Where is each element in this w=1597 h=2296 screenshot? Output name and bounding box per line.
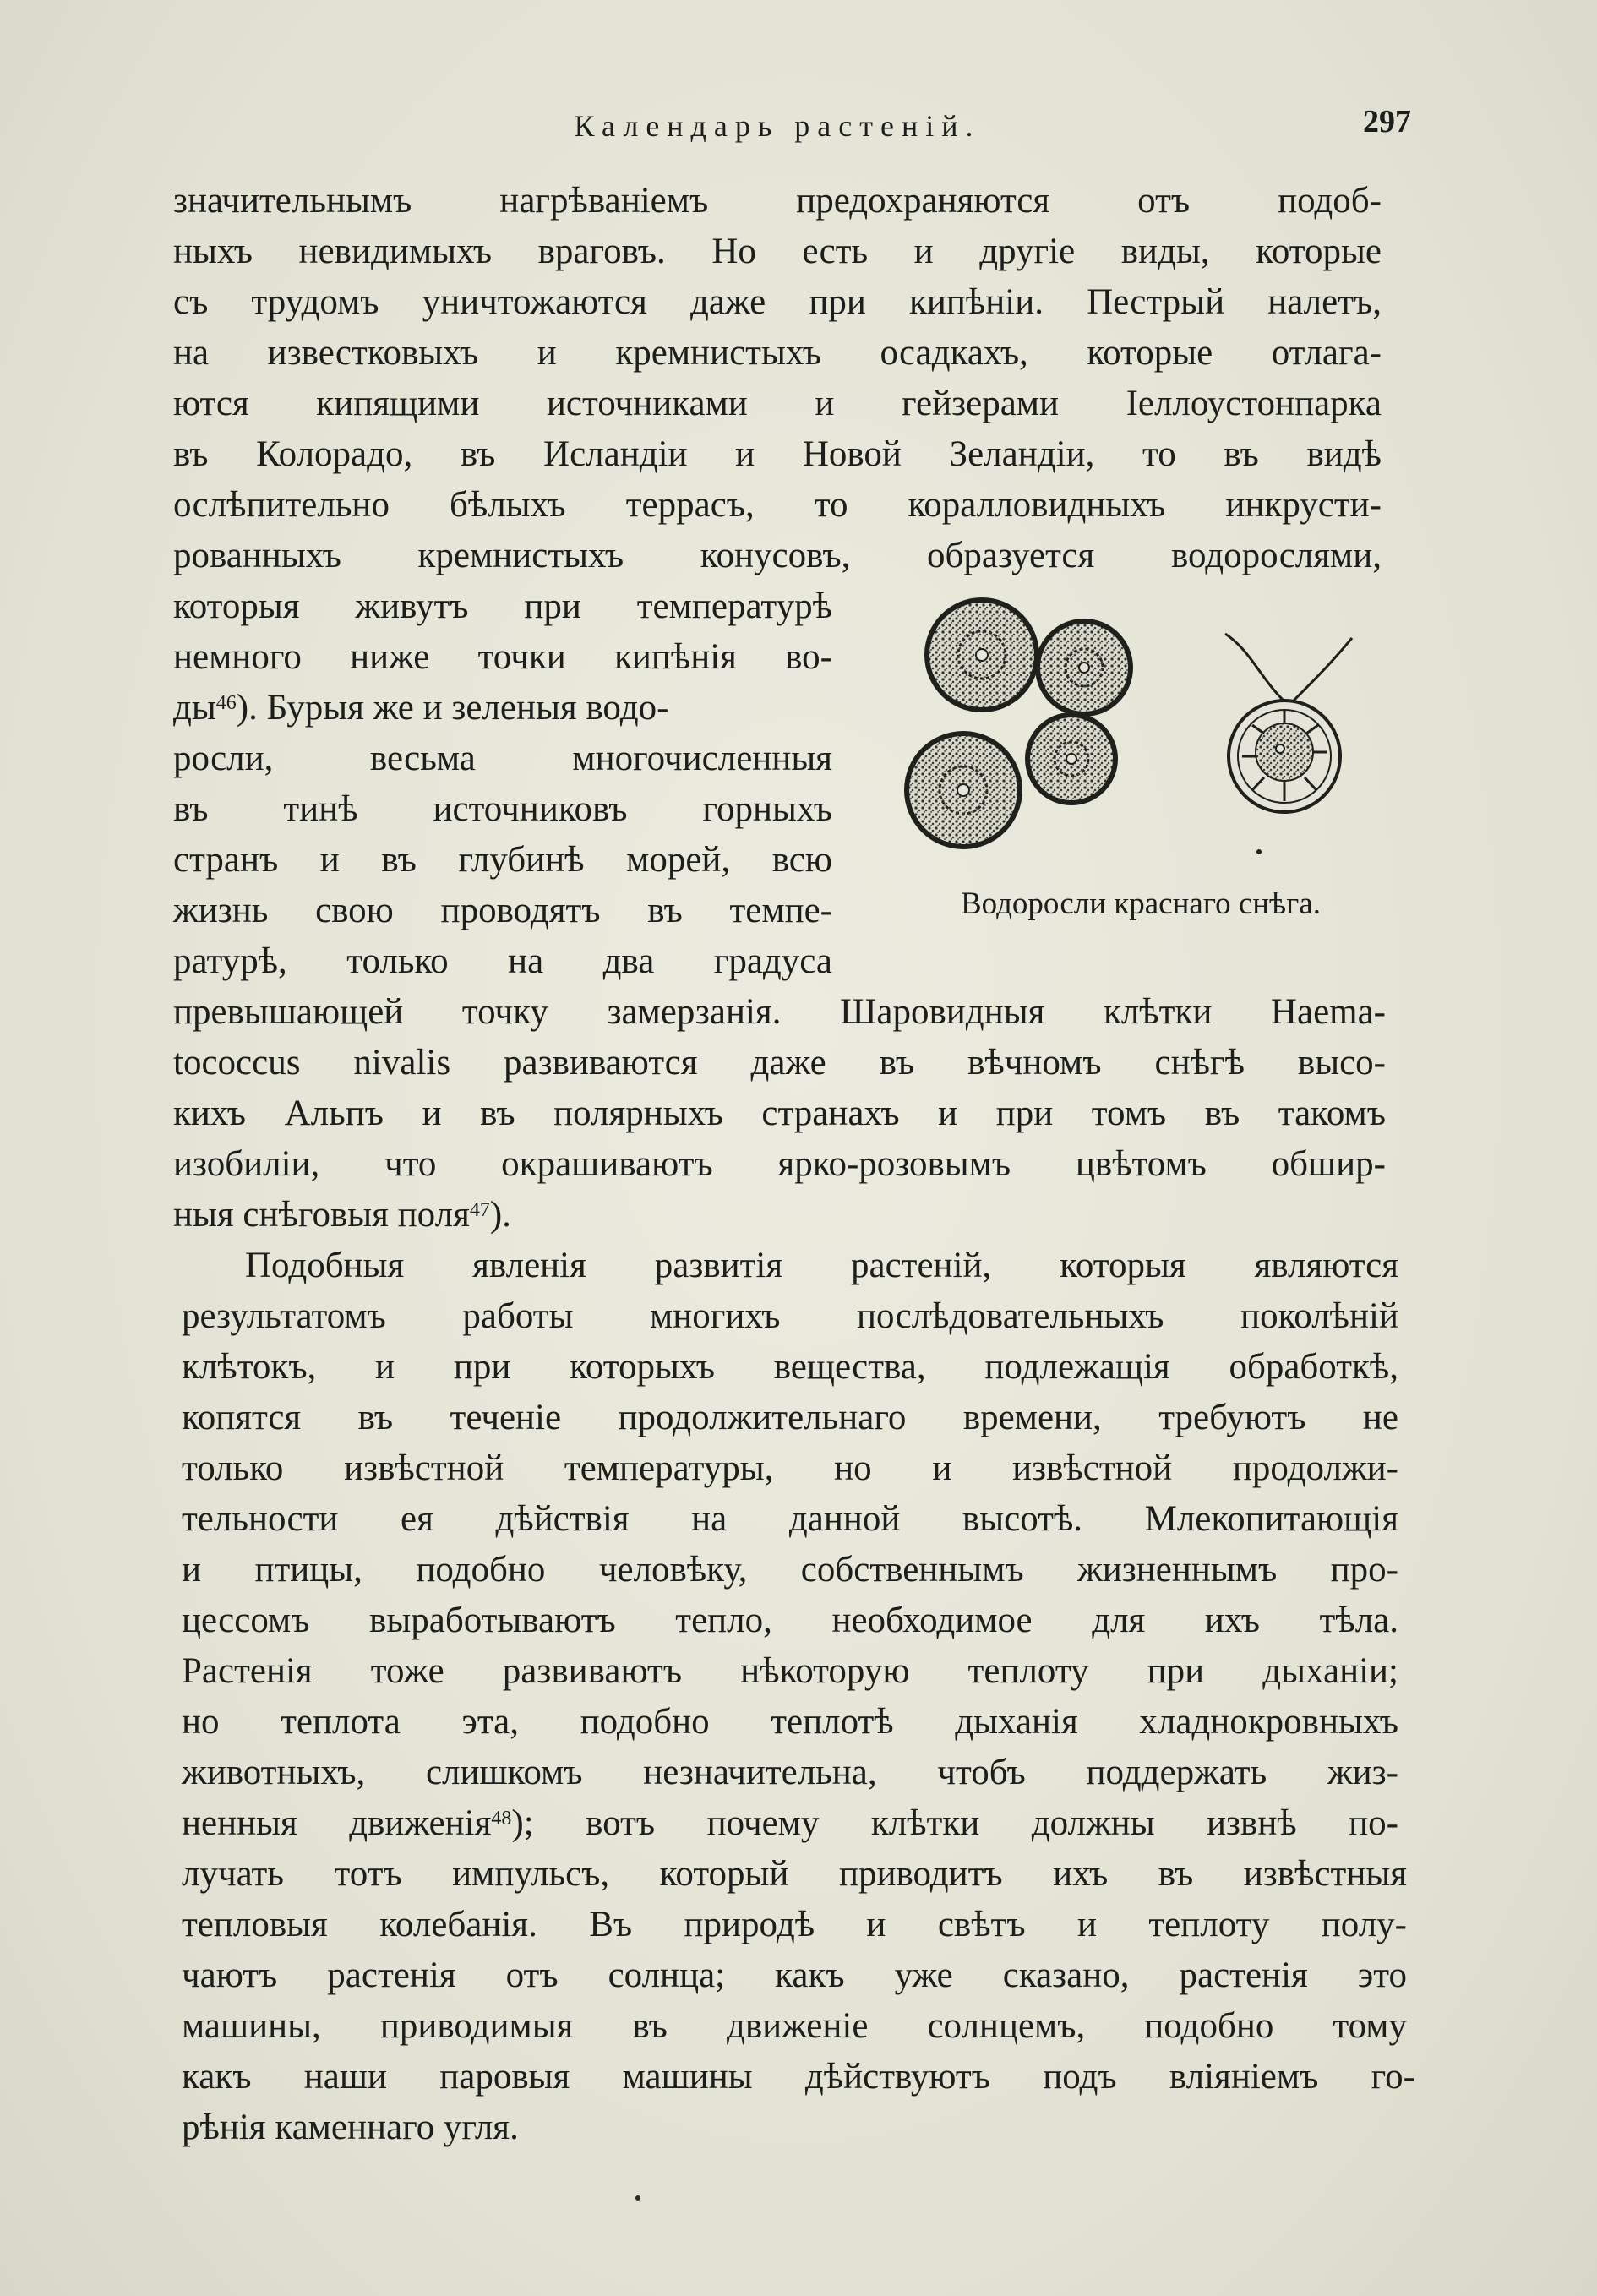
text-line: странъ и въ глубинѣ морей, всю xyxy=(173,840,832,880)
text-line: цессомъ выработываютъ тепло, необходимое для ихъ тѣла. xyxy=(182,1601,1398,1640)
text-line: какъ наши паровыя машины дѣйствуютъ подъ вліяніемъ го- xyxy=(182,2057,1415,2097)
text-line: и птицы, подобно человѣку, собственнымъ жизненнымъ про- xyxy=(182,1550,1398,1590)
text-line: которыя живутъ при температурѣ xyxy=(173,586,832,626)
text-line: машины, приводимыя въ движеніе солнцемъ, подобно тому xyxy=(182,2006,1407,2046)
text-line: въ тинѣ источниковъ горныхъ xyxy=(173,789,832,829)
footnote-ref-48: 48 xyxy=(491,1808,512,1830)
specimen-dot xyxy=(1256,849,1262,854)
text-line: немного ниже точки кипѣнія во- xyxy=(173,637,832,677)
text-fragment: ды xyxy=(173,688,216,728)
text-line: тельности ея дѣйствія на данной высотѣ. Млекопитающія xyxy=(182,1499,1398,1539)
print-speck xyxy=(635,2195,640,2201)
spherical-cell xyxy=(904,731,1022,849)
text-fragment: ). Бурыя же и зеленыя водо- xyxy=(236,688,669,728)
text-line: росли, весьма многочисленныя xyxy=(173,739,832,778)
text-line: tococcus nivalis развиваются даже въ вѣчномъ снѣгѣ высо- xyxy=(173,1043,1386,1083)
text-line: результатомъ работы многихъ послѣдовательныхъ поколѣній xyxy=(182,1296,1398,1336)
text-line xyxy=(173,1190,1386,1241)
page-number: 297 xyxy=(1363,104,1411,139)
text-line: ослѣпительно бѣлыхъ террасъ, то коралловидныхъ инкрусти- xyxy=(173,485,1382,525)
text-fragment: ныя снѣговыя поля xyxy=(173,1195,470,1235)
text-line: ратурѣ, только на два градуса xyxy=(173,941,832,981)
spherical-cell xyxy=(924,597,1039,712)
text-fragment: ненныя движенія xyxy=(182,1803,492,1843)
text-line: Растенія тоже развиваютъ нѣкоторую теплоту при дыханіи; xyxy=(182,1651,1398,1691)
flagellate-cell xyxy=(1225,634,1352,812)
text-line: кихъ Альпъ и въ полярныхъ странахъ и при томъ въ такомъ xyxy=(173,1093,1386,1133)
text-line xyxy=(182,1798,1398,1849)
text-line: тепловыя колебанія. Въ природѣ и свѣтъ и теплоту полу- xyxy=(182,1905,1407,1944)
text-line: только извѣстной температуры, но и извѣстной продолжи- xyxy=(182,1448,1398,1488)
text-line: клѣтокъ, и при которыхъ вещества, подлежащія обработкѣ, xyxy=(182,1347,1398,1387)
text-line: копятся въ теченіе продолжительнаго времени, требуютъ не xyxy=(182,1398,1398,1437)
text-line: въ Колорадо, въ Исландіи и Новой Зеландіи, то въ видѣ xyxy=(173,434,1382,474)
text-line: съ трудомъ уничтожаются даже при кипѣніи. Пестрый налетъ, xyxy=(173,282,1382,322)
text-line xyxy=(173,683,832,734)
footnote-ref-47: 47 xyxy=(469,1199,490,1221)
text-line: ныхъ невидимыхъ враговъ. Но есть и другіе виды, которые xyxy=(173,232,1382,271)
text-line: изобиліи, что окрашиваютъ ярко-розовымъ цвѣтомъ обшир- xyxy=(173,1144,1386,1184)
figure-caption: Водоросли краснаго снѣга. xyxy=(960,886,1321,921)
text-line: лучать тотъ импульсъ, который приводитъ ихъ въ извѣстныя xyxy=(182,1854,1407,1894)
text-fragment: ). xyxy=(489,1195,511,1235)
text-line: животныхъ, слишкомъ незначительна, чтобъ поддержать жиз- xyxy=(182,1753,1398,1792)
text-line: значительнымъ нагрѣваніемъ предохраняются отъ подоб- xyxy=(173,181,1382,221)
text-line: рованныхъ кремнистыхъ конусовъ, образуется водорослями, xyxy=(173,536,1382,575)
algae-illustration xyxy=(887,583,1377,870)
text-line: на известковыхъ и кремнистыхъ осадкахъ, которые отлага- xyxy=(173,333,1382,373)
spherical-cell xyxy=(1035,619,1133,717)
text-line: превышающей точку замерзанія. Шаровидныя клѣтки Haema- xyxy=(173,992,1386,1032)
text-line: жизнь свою проводятъ въ темпе- xyxy=(173,891,832,930)
text-line: ются кипящими источниками и гейзерами Іеллоустонпарка xyxy=(173,384,1382,423)
footnote-ref-46: 46 xyxy=(215,692,237,714)
text-fragment: ); вотъ почему клѣтки должны извнѣ по- xyxy=(511,1803,1399,1843)
running-header: Календарь растеній. xyxy=(574,109,981,143)
text-line: рѣнія каменнаго угля. xyxy=(182,2108,519,2147)
text-line: Подобныя явленія развитія растеній, которыя являются xyxy=(245,1246,1398,1285)
text-line: но теплота эта, подобно теплотѣ дыханія хладнокровныхъ xyxy=(182,1702,1398,1742)
text-line: чаютъ растенія отъ солнца; какъ уже сказано, растенія это xyxy=(182,1955,1407,1995)
spherical-cell xyxy=(1025,712,1118,805)
